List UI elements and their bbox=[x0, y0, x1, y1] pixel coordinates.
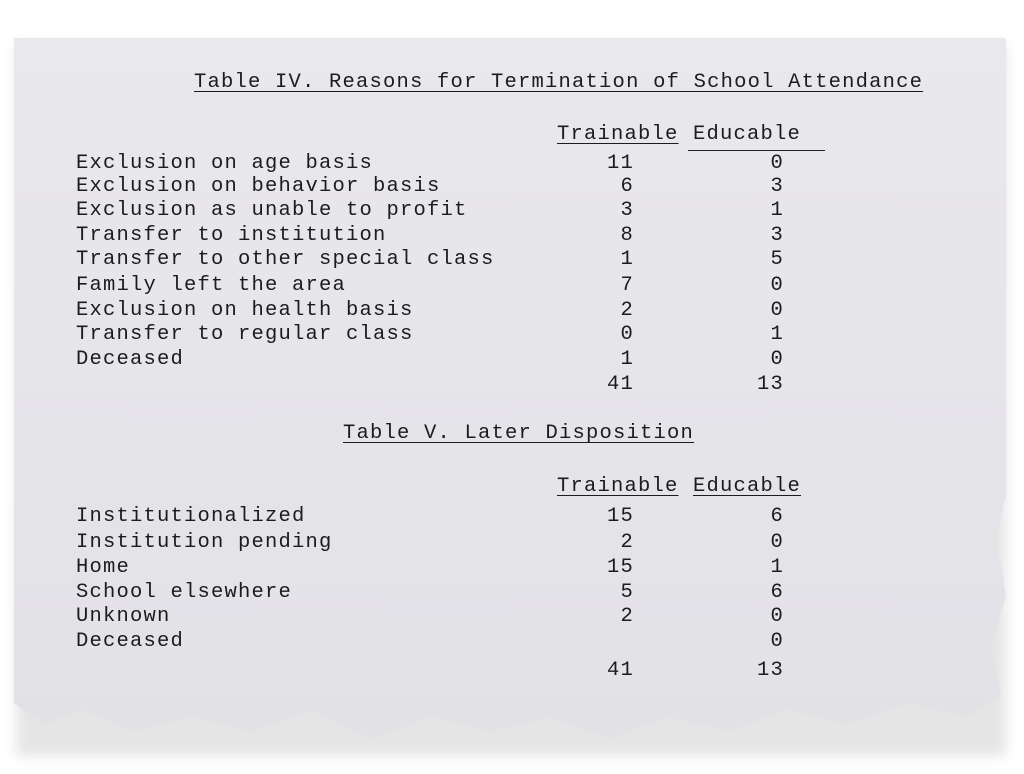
table5-header-trainable: Trainable bbox=[557, 475, 679, 498]
table4-row-educable: 3 bbox=[770, 224, 784, 247]
table4-row-trainable: 7 bbox=[620, 274, 634, 297]
table4-row-trainable: 0 bbox=[620, 323, 634, 346]
table5-total-educable: 13 bbox=[756, 659, 784, 682]
table4-row-label: Exclusion on age basis bbox=[76, 152, 374, 175]
table5-row-label: Institution pending bbox=[76, 531, 333, 554]
table5-row-trainable: 2 bbox=[620, 531, 634, 554]
table4-row-trainable: 8 bbox=[620, 224, 634, 247]
table4-row-label: Family left the area bbox=[76, 274, 347, 297]
table4-row-label: Exclusion on health basis bbox=[76, 299, 414, 322]
table5-row-educable: 0 bbox=[770, 531, 784, 554]
table4-row-trainable: 1 bbox=[620, 248, 634, 271]
table4-row-label: Deceased bbox=[76, 348, 185, 371]
table4-row-label: Transfer to institution bbox=[76, 224, 387, 247]
table4-row-educable: 0 bbox=[770, 152, 784, 175]
table4-header-educable: Educable bbox=[693, 123, 802, 146]
table4-title: Table IV. Reasons for Termination of School Attendance bbox=[194, 71, 924, 94]
table4-row-trainable: 2 bbox=[620, 299, 634, 322]
table5-row-trainable: 2 bbox=[620, 605, 634, 628]
table4-row-label: Transfer to other special class bbox=[76, 248, 495, 271]
table4-total-trainable: 41 bbox=[606, 373, 634, 396]
table4-row-educable: 0 bbox=[770, 348, 784, 371]
table5-row-label: Deceased bbox=[76, 630, 185, 653]
table5-row-educable: 1 bbox=[770, 556, 784, 579]
table4-total-educable: 13 bbox=[756, 373, 784, 396]
table5-row-label: Unknown bbox=[76, 605, 171, 628]
table5-row-educable: 0 bbox=[770, 605, 784, 628]
table5-row-educable: 6 bbox=[770, 505, 784, 528]
table5-row-trainable: 15 bbox=[606, 556, 634, 579]
table4-row-label: Exclusion on behavior basis bbox=[76, 175, 441, 198]
table5-title: Table V. Later Disposition bbox=[343, 422, 695, 445]
table5-row-educable: 6 bbox=[770, 581, 784, 604]
table5-row-trainable: 5 bbox=[620, 581, 634, 604]
table5-total-trainable: 41 bbox=[606, 659, 634, 682]
table4-row-label: Exclusion as unable to profit bbox=[76, 199, 468, 222]
table4-header-trainable: Trainable bbox=[557, 123, 679, 146]
table4-row-educable: 3 bbox=[770, 175, 784, 198]
table4-row-educable: 0 bbox=[770, 274, 784, 297]
table5-row-label: Home bbox=[76, 556, 131, 579]
table5-row-educable: 0 bbox=[770, 630, 784, 653]
table5-row-trainable: 15 bbox=[606, 505, 634, 528]
table5-row-label: School elsewhere bbox=[76, 581, 293, 604]
table4-row-educable: 1 bbox=[770, 199, 784, 222]
table4-row-trainable: 1 bbox=[620, 348, 634, 371]
table4-row-educable: 5 bbox=[770, 248, 784, 271]
table4-row-educable: 0 bbox=[770, 299, 784, 322]
table5-row-label: Institutionalized bbox=[76, 505, 306, 528]
table4-row-label: Transfer to regular class bbox=[76, 323, 414, 346]
table4-header-educable-rule bbox=[688, 150, 825, 151]
table4-row-trainable: 6 bbox=[620, 175, 634, 198]
table4-row-educable: 1 bbox=[770, 323, 784, 346]
table4-row-trainable: 11 bbox=[606, 152, 634, 175]
table4-row-trainable: 3 bbox=[620, 199, 634, 222]
table5-header-educable: Educable bbox=[693, 475, 802, 498]
